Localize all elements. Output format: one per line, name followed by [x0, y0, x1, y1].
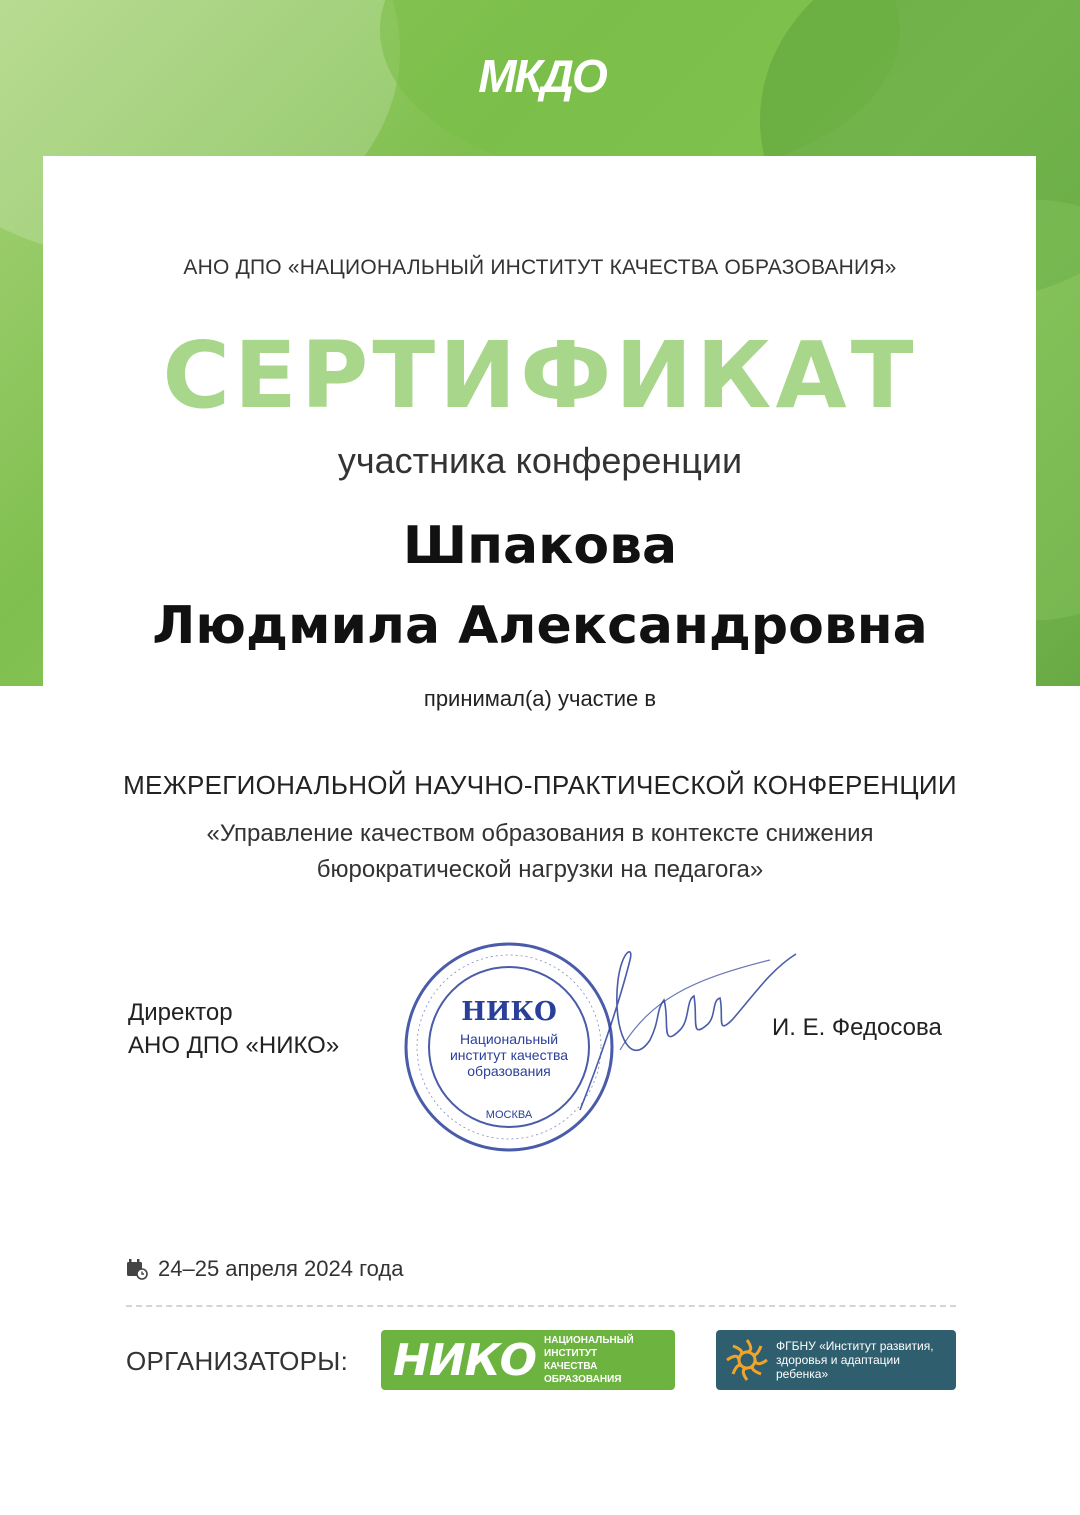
- recipient-surname: Шпакова: [402, 516, 678, 576]
- participation-text: принимал(а) участие в: [423, 686, 657, 711]
- institute-logo: [716, 1330, 956, 1390]
- director-signature: [560, 940, 800, 1120]
- conference-name-line2: бюрократической нагрузки на педагога»: [316, 856, 764, 883]
- organizers-label: ОРГАНИЗАТОРЫ:: [126, 1346, 349, 1376]
- event-date: [126, 1256, 403, 1282]
- event-date-text: 24–25 апреля 2024 года: [158, 1256, 404, 1281]
- niko-logo-caption: НАЦИОНАЛЬНЫЙ ИНСТИТУТ КАЧЕСТВА ОБРАЗОВАНИЯ: [544, 1335, 634, 1385]
- director-line2: АНО ДПО «НИКО»: [128, 1032, 340, 1059]
- niko-logo: [381, 1330, 675, 1390]
- director-title: [128, 996, 339, 1062]
- stamp-title: НИКО: [461, 997, 557, 1027]
- stamp-line1: Национальный: [459, 1031, 559, 1047]
- stamp-line2: институт качества: [449, 1047, 569, 1063]
- certificate-title: СЕРТИФИКАТ: [162, 322, 918, 429]
- certificate-subtitle: участника конференции: [337, 440, 743, 481]
- stamp-city: МОСКВА: [485, 1109, 533, 1121]
- institute-logo-text: ФГБНУ «Институт развития, здоровья и адаптации ребенка»: [776, 1339, 934, 1381]
- stamp-line3: образования: [467, 1063, 551, 1079]
- mkdo-logo: МКДО: [478, 50, 606, 102]
- director-line1: Директор: [128, 999, 233, 1026]
- sun-emblem-icon: [724, 1337, 770, 1383]
- conference-type: МЕЖРЕГИОНАЛЬНОЙ НАУЧНО-ПРАКТИЧЕСКОЙ КОНФЕРЕНЦИИ: [123, 770, 957, 800]
- niko-logo-mark: НИКО: [393, 1334, 537, 1386]
- calendar-icon: [126, 1258, 148, 1280]
- organization-name: АНО ДПО «НАЦИОНАЛЬНЫЙ ИНСТИТУТ КАЧЕСТВА ОБРАЗОВАНИЯ»: [183, 256, 897, 279]
- conference-name-line1: «Управление качеством образования в контексте снижения: [206, 820, 874, 847]
- signer-name: И. Е. Федосова: [772, 1014, 942, 1041]
- recipient-given-names: Людмила Александровна: [152, 596, 928, 656]
- footer-divider: [126, 1305, 956, 1307]
